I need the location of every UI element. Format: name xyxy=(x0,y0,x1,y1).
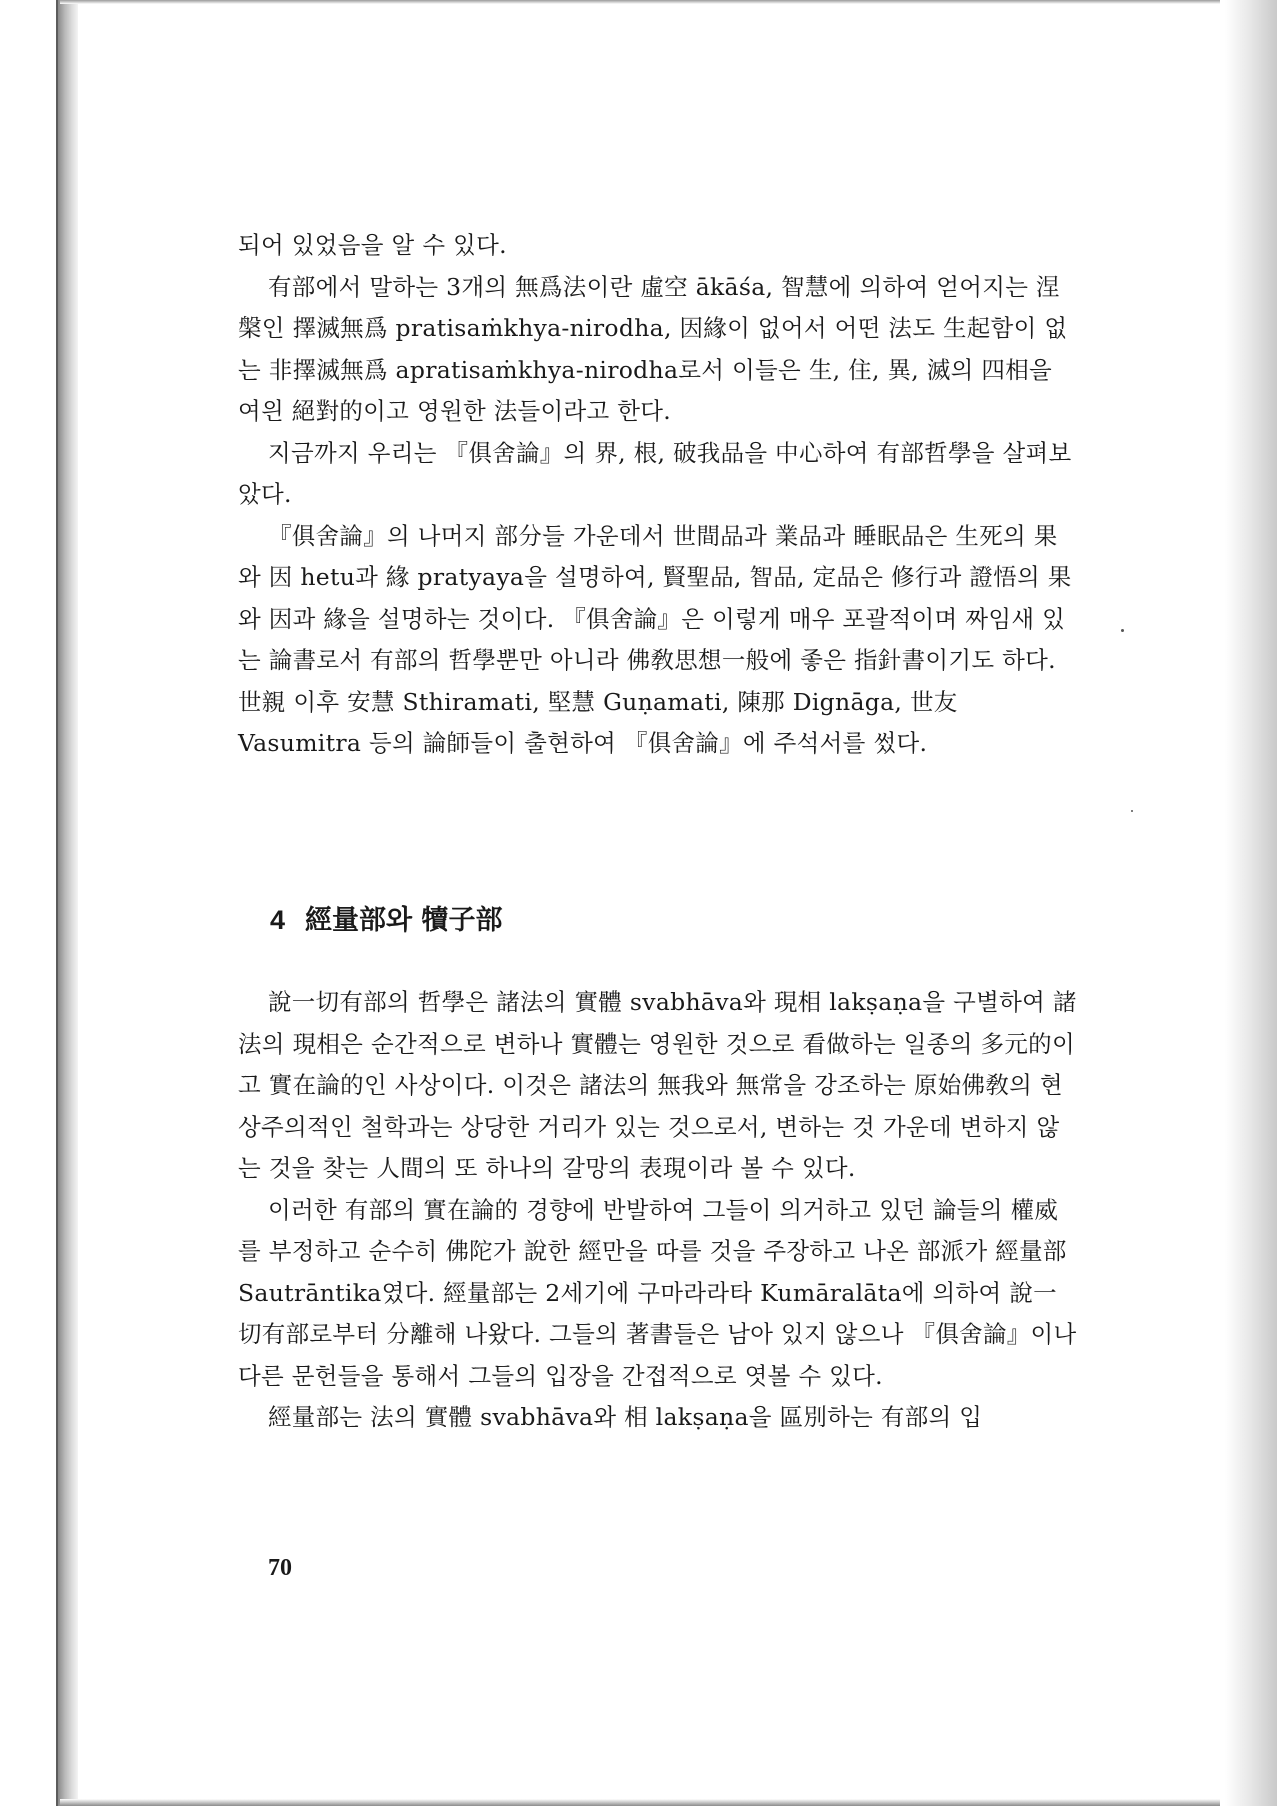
book-spine-edge xyxy=(58,0,78,1806)
section-heading xyxy=(270,903,503,938)
lower-text-block xyxy=(238,982,1078,1439)
top-page-edge xyxy=(60,0,1220,4)
section-title: 經量部와 犢子部 xyxy=(305,905,503,936)
bottom-page-edge xyxy=(60,1799,1220,1806)
right-page-shadow xyxy=(1225,0,1277,1806)
paragraph-sarvastivada: 說一切有部의 哲學은 諸法의 實體 svabhāva와 現相 lakṣaṇa을 구별하여 諸法의 現相은 순간적으로 변하나 實體는 영원한 것으로 看做하는 일종의 多元的이고 實在論的인 사상이다. 이것은 諸法의 無我와 無常을 강조하는 原始佛敎의 현상주의적인 철학과는 상당한 거리가 있는 것으로서, 변하는 것 가운데 변하지 않는 것을 찾는 人間의 또 하나의 갈망의 表現이라 볼 수 있다. xyxy=(238,988,1077,1182)
paragraph-summary: 지금까지 우리는 『俱舍論』의 界, 根, 破我品을 中心하여 有部哲學을 살펴보았다. xyxy=(238,438,1072,508)
paragraph-continuation: 되어 있었음을 알 수 있다. xyxy=(238,231,507,259)
paragraph-abhidharmakosa: 『俱舍論』의 나머지 部分들 가운데서 世間品과 業品과 睡眠品은 生死의 果와 因 hetu과 緣 pratyaya을 설명하여, 賢聖品, 智品, 定品은 修行과 證悟의 果와 因과 緣을 설명하는 것이다. 『俱舍論』은 이렇게 매우 포괄적이며 짜임새 있는 論書로서 有部의 哲學뿐만 아니라 佛敎思想一般에 좋은 指針書이기도 하다. 世親 이후 安慧 Sthiramati, 堅慧 Guṇamati, 陳那 Dignāga, 世友 Vasumitra 등의 論師들이 출현하여 『俱舍論』에 주석서를 썼다. xyxy=(238,521,1072,757)
upper-text-block xyxy=(238,225,1078,765)
speck xyxy=(1131,810,1133,812)
speck xyxy=(1121,629,1124,632)
paragraph-unconditioned-dharmas: 有部에서 말하는 3개의 無爲法이란 虛空 ākāśa, 智慧에 의하여 얻어지는 涅槃인 擇滅無爲 pratisaṁkhya-nirodha, 因緣이 없어서 어떤 法도 生起함이 없는 非擇滅無爲 apratisaṁkhya-nirodha로서 이들은 生, 住, 異, 滅의 四相을 여읜 絕對的이고 영원한 法들이라고 한다. xyxy=(238,272,1068,425)
section-number: 4 xyxy=(270,905,286,935)
page-number: 70 xyxy=(268,1555,292,1581)
paragraph-sautrantika-position: 經量部는 法의 實體 svabhāva와 相 lakṣaṇa을 區別하는 有部의 입 xyxy=(268,1403,983,1431)
paragraph-sautrantika: 이러한 有部의 實在論的 경향에 반발하여 그들이 의거하고 있던 論들의 權威를 부정하고 순수히 佛陀가 說한 經만을 따를 것을 주장하고 나온 部派가 經量部 Sautrāntika였다. 經量部는 2세기에 구마라라타 Kumāralāta에 의하여 說一切有部로부터 分離해 나왔다. 그들의 著書들은 남아 있지 않으나 『俱舍論』이나 다른 문헌들을 통해서 그들의 입장을 간접적으로 엿볼 수 있다. xyxy=(238,1195,1077,1390)
